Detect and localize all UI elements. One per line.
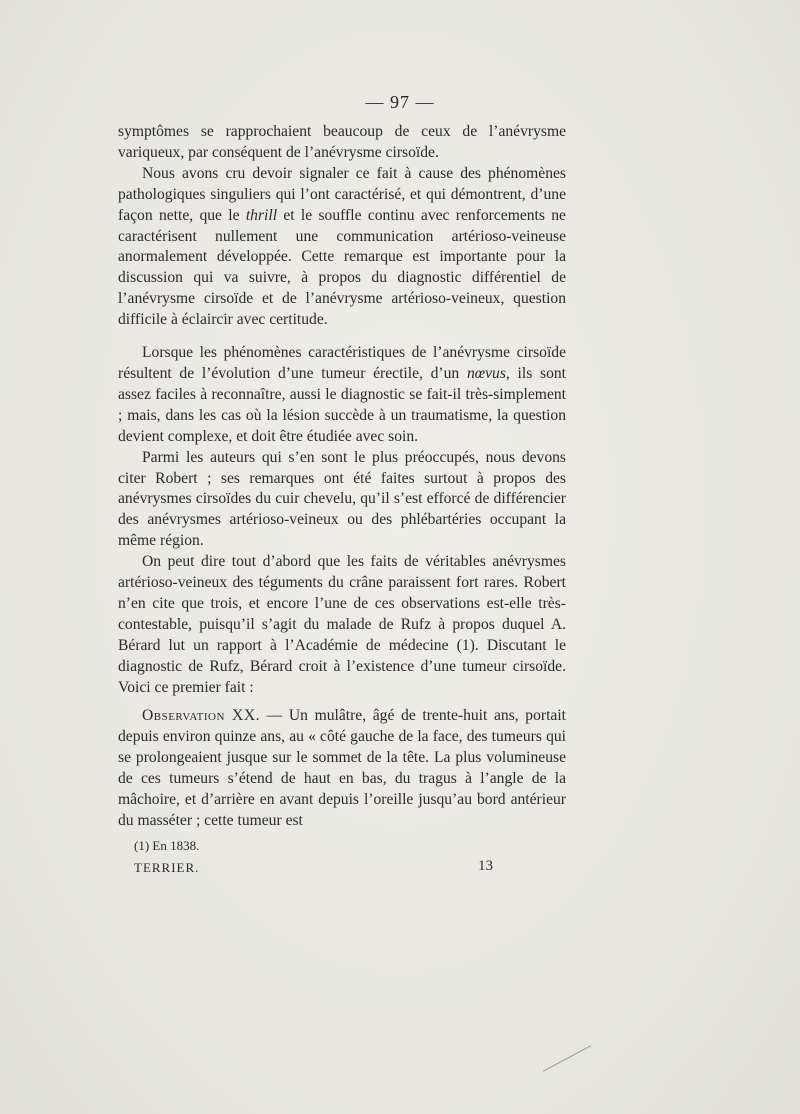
paragraph-continued: symptômes se rapprochaient beaucoup de ceux de l’anévrysme variqueux, par conséquent de l’anévrysme cirsoïde. — [118, 123, 566, 161]
observation-label: Observation XX. — [142, 707, 260, 725]
sheet-number: 13 — [478, 858, 493, 874]
observation-paragraph — [118, 706, 566, 831]
paragraph-text: , ils sont assez faciles à reconnaître, aussi le diagnostic se fait-il très-simplement ; mais, dans les cas où la lésion succède à un traumatisme, la question devient complexe, et doit être étudiée avec soin. — [118, 364, 566, 445]
italic-term: thrill — [245, 206, 278, 224]
italic-term: nœvus — [466, 364, 506, 382]
pencil-mark — [543, 1045, 591, 1071]
footnote: (1) En 1838. — [134, 838, 200, 853]
paragraph-naevus — [118, 343, 566, 448]
printer-signature: TERRIER. — [134, 860, 200, 875]
paragraph-thrill — [118, 164, 566, 331]
paragraph-text: Lorsque les phénomènes caractéristiques de l’anévrysme cirsoïde résultent de l’évolution d’une tumeur érectile, d’un — [118, 344, 566, 382]
page-number: — 97 — — [365, 92, 435, 112]
paragraph-rare-cases: On peut dire tout d’abord que les faits de véritables anévrysmes artérioso-veineux des téguments du crâne paraissent fort rares. Robert n’en cite que trois, et encore l’une de ces observations est-elle très-contestable, puisqu’il s’agit du malade de Rufz à propos duquel A. Bérard lut un rapport à l’Académie de médecine (1). Discutant le diagnostic de Rufz, Bérard croit à l’existence d’une tumeur cirsoïde. Voici ce premier fait : — [118, 553, 566, 696]
paragraph-robert: Parmi les auteurs qui s’en sont le plus préoccupés, nous devons citer Robert ; ses remarques ont été faites surtout à propos des anévrysmes cirsoïdes du cuir chevelu, qu’il s’est efforcé de différencier des anévrysmes artérioso-veineux ou des phlébartéries occupant la même région. — [118, 448, 566, 550]
paragraph-text: et le souffle continu avec renforcements ne caractérisent nullement une communication artérioso-veineuse anormalement développée. Cette remarque est importante pour la discussion qui va suivre, à propos du diagnostic différentiel de l’anévrysme cirsoïde et de l’anévrysme artérioso-veineux, question difficile à éclaircir avec certitude. — [118, 206, 566, 329]
observation-text: — Un mulâtre, âgé de trente-huit ans, portait depuis environ quinze ans, au « côté gauche de la face, des tumeurs qui se prolongeaient jusque sur le sommet de la tête. La plus volumineuse de ces tumeurs s’étend de haut en bas, du tragus à l’angle de la mâchoire, et d’arrière en avant depuis l’oreille jusqu’au bord antérieur du masséter ; cette tumeur est — [118, 707, 567, 829]
paragraph-text: Nous avons cru devoir signaler ce fait à cause des phénomènes pathologiques singuliers qui l’ont caractérisé, et qui démontrent, d’une façon nette, que le — [118, 164, 566, 224]
body-text — [118, 122, 566, 832]
